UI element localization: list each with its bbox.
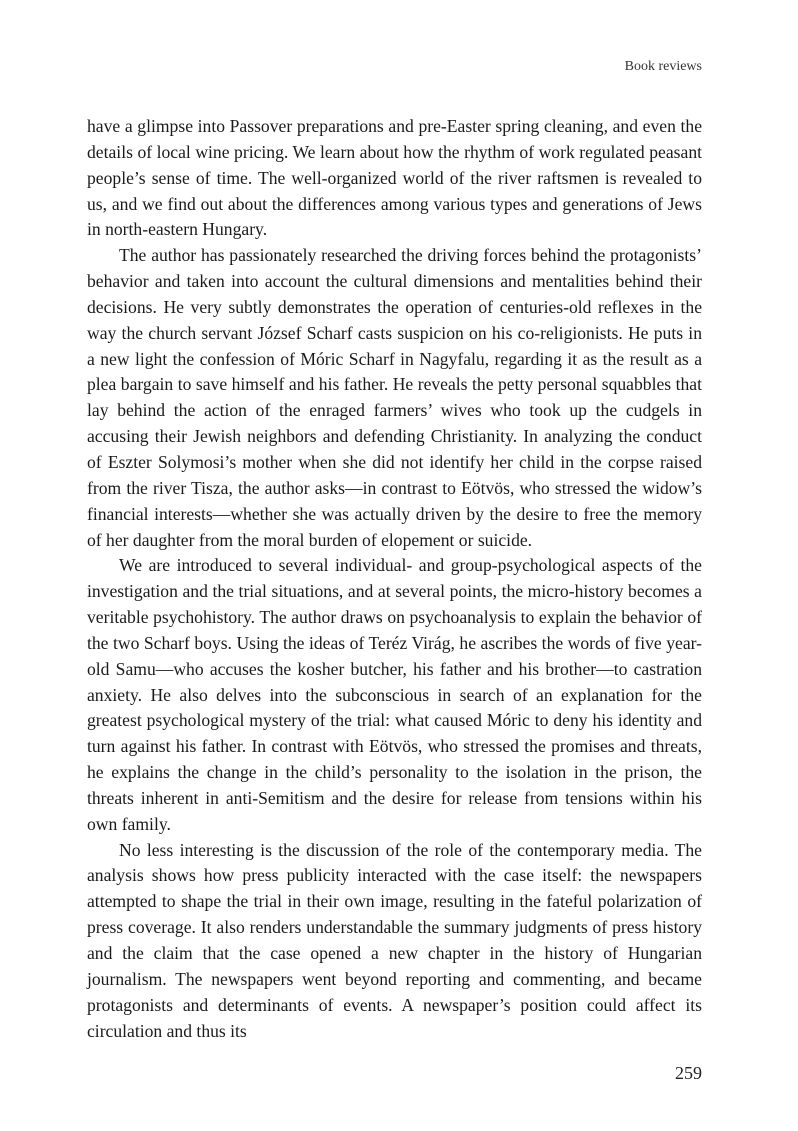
body-text xyxy=(87,114,702,1044)
paragraph-1: have a glimpse into Passover preparations and pre-Easter spring cleaning, and even the details of local wine pricing. We learn about how the rhythm of work regulated peasant people’s sense of time. The well-organized world of the river raftsmen is revealed to us, and we find out about the differences among various types and generations of Jews in north-eastern Hungary. xyxy=(87,116,702,240)
page-number: 259 xyxy=(675,1063,702,1083)
running-head: Book reviews xyxy=(624,59,702,74)
paragraph-4: No less interesting is the discussion of the role of the contemporary media. The analysis shows how press publicity interacted with the case itself: the newspapers attempted to shape the trial in their own image, resulting in the fateful polarization of press coverage. It also renders understandable the summary judgments of press history and the claim that the case opened a new chapter in the history of Hungarian journalism. The newspapers went beyond reporting and commenting, and became protagonists and determinants of events. A newspaper’s position could affect its circulation and thus its xyxy=(87,839,702,1041)
paragraph-2: The author has passionately researched the driving forces behind the protagonists’ behavior and taken into account the cultural dimensions and mentalities behind their decisions. He very subtly demonstrates the operation of centuries-old reflexes in the way the church servant József Scharf casts suspicion on his co-religionists. He puts in a new light the confession of Móric Scharf in Nagyfalu, regarding it as the result as a plea bargain to save himself and his father. He reveals the petty personal squabbles that lay behind the action of the enraged farmers’ wives who took up the cudgels in accusing their Jewish neighbors and defending Christianity. In analyzing the conduct of Eszter Solymosi’s mother when she did not identify her child in the corpse raised from the river Tisza, the author asks—in contrast to Eötvös, who stressed the widow’s financial interests—whether she was actually driven by the desire to free the memory of her daughter from the moral burden of elopement or suicide. xyxy=(87,245,702,550)
paragraph-3: We are introduced to several individual- and group-psychological aspects of the investigation and the trial situations, and at several points, the micro-history becomes a veritable psychohistory. The author draws on psychoanalysis to explain the behavior of the two Scharf boys. Using the ideas of Teréz Virág, he ascribes the words of five year-old Samu—who accuses the kosher butcher, his father and his brother—to castration anxiety. He also delves into the subconscious in search of an explanation for the greatest psychological mystery of the trial: what caused Móric to deny his identity and turn against his father. In contrast with Eötvös, who stressed the promises and threats, he explains the change in the child’s personality to the isolation in the prison, the threats inherent in anti-Semitism and the desire for release from tensions within his own family. xyxy=(87,555,702,834)
